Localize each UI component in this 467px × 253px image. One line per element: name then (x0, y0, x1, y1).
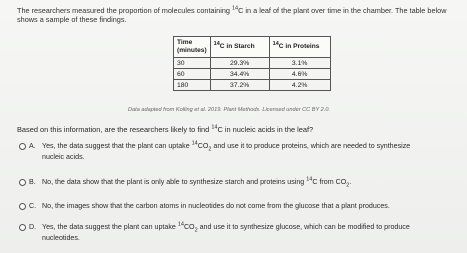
option-text-continued: nucleic acids. (42, 153, 85, 161)
cell-time: 30 (174, 58, 211, 69)
table-caption: Data adapted from Kolling et al. 2019. Plant Methods. Licensed under CC BY 2.0. (128, 107, 331, 113)
table-row (174, 58, 331, 69)
question-text: Based on this information, are the researchers likely to find $^{14}$C in nucleic acids in the leaf? (17, 124, 314, 134)
option-text: No, the images show that the carbon atoms in nucleotides do not come from the glucose that a plant produces. (42, 202, 390, 210)
table-row (174, 80, 331, 91)
stem-text-1: The researchers measured the proportion of molecules containing (17, 6, 232, 15)
header-proteins: $^{14}$C in Proteins (269, 37, 330, 58)
cell-proteins: 4.2% (269, 80, 330, 91)
header-starch: $^{14}$C in Starch (210, 37, 269, 58)
option-text: Yes, the data suggest that the plant can uptake $^{14}CO_2$ and use it to produce proteins, which are needed to synthesize nucleic acids. (42, 140, 411, 161)
cell-starch: 37.2% (210, 80, 269, 91)
cell-starch: 34.4% (210, 69, 269, 80)
option-text: No, the data show that the plant is only able to synthesize starch and proteins using $^{14}$C from $CO_2$. (42, 176, 352, 189)
cell-proteins: 4.6% (269, 69, 330, 80)
radio-button[interactable] (19, 203, 26, 210)
radio-button[interactable] (19, 224, 26, 231)
cell-starch: 29.3% (210, 58, 269, 69)
stem-sup: 14 (231, 5, 239, 12)
radio-button[interactable] (19, 179, 26, 186)
option-letter: D. (29, 223, 37, 231)
table-header-row (174, 37, 331, 58)
option-letter: A. (29, 142, 36, 150)
cell-time: 180 (174, 80, 211, 91)
findings-table (173, 36, 331, 91)
radio-button[interactable] (19, 143, 26, 150)
option-text-continued: nucleotides. (42, 234, 80, 242)
option-letter: B. (29, 178, 36, 186)
cell-time: 60 (174, 69, 211, 80)
question-stem (17, 6, 457, 24)
option-text: Yes, the data suggest the plant can uptake $^{14}CO_2$ and use it to synthesize glucose, which can be modified to produce nucleotides. (42, 221, 410, 242)
table-row (174, 69, 331, 80)
header-time: Time (minutes) (174, 37, 211, 58)
cell-proteins: 3.1% (269, 58, 330, 69)
stem-text-2: C in a leaf of the plant over time in the chamber. The table below shows a sample of these findings. (17, 6, 447, 25)
option-letter: C. (29, 202, 37, 210)
